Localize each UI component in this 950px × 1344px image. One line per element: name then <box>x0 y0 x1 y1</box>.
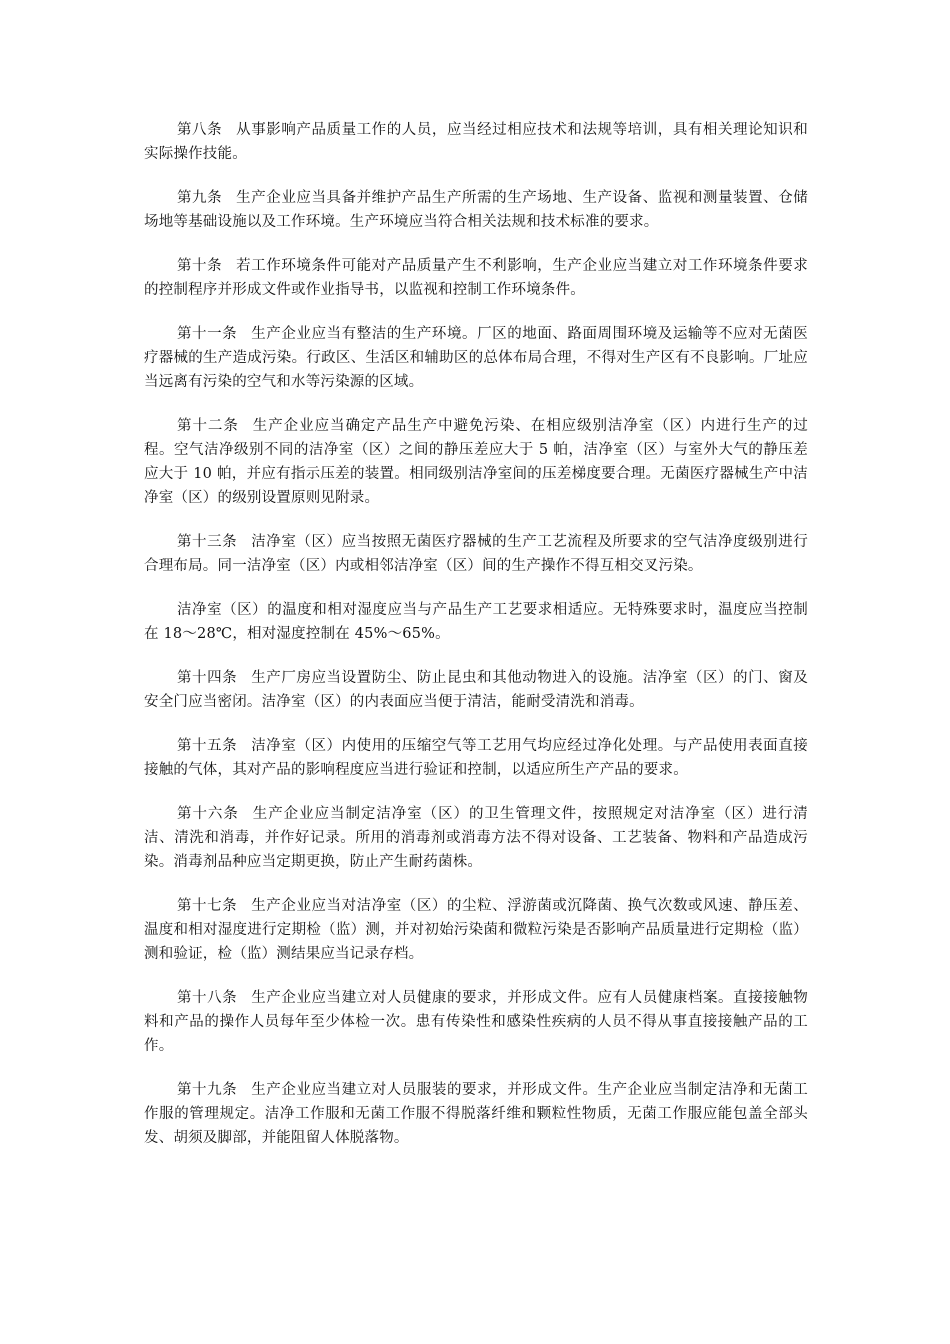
article-text: 若工作环境条件可能对产品质量产生不利影响，生产企业应当建立对工作环境条件要求的控制程序并形成文件或作业指导书，以监视和控制工作环境条件。 <box>144 258 808 298</box>
article-text: 生产厂房应当设置防尘、防止昆虫和其他动物进入的设施。洁净室（区）的门、窗及安全门应当密闭。洁净室（区）的内表面应当便于清洁，能耐受清洗和消毒。 <box>144 670 808 710</box>
article-number: 第十七条 <box>177 898 238 914</box>
article-text: 生产企业应当制定洁净室（区）的卫生管理文件，按照规定对洁净室（区）进行清洁、清洗和消毒，并作好记录。所用的消毒剂或消毒方法不得对设备、工艺装备、物料和产品造成污染。消毒剂品种应当定期更换，防止产生耐药菌株。 <box>144 806 808 870</box>
article-8 <box>144 118 808 166</box>
article-text: 从事影响产品质量工作的人员，应当经过相应技术和法规等培训，具有相关理论知识和实际操作技能。 <box>144 122 808 162</box>
article-11 <box>144 322 808 394</box>
article-15 <box>144 734 808 782</box>
article-number: 第十四条 <box>177 670 238 686</box>
article-16 <box>144 802 808 874</box>
article-text: 生产企业应当对洁净室（区）的尘粒、浮游菌或沉降菌、换气次数或风速、静压差、温度和相对湿度进行定期检（监）测，并对初始污染菌和微粒污染是否影响产品质量进行定期检（监）测和验证，检（监）测结果应当记录存档。 <box>144 898 808 962</box>
article-number: 第九条 <box>177 190 223 206</box>
article-number: 第十八条 <box>177 990 238 1006</box>
article-14 <box>144 666 808 714</box>
article-number: 第十三条 <box>177 534 238 550</box>
article-text: 生产企业应当具备并维护产品生产所需的生产场地、生产设备、监视和测量装置、仓储场地等基础设施以及工作环境。生产环境应当符合相关法规和技术标准的要求。 <box>144 190 808 230</box>
article-text: 生产企业应当建立对人员服装的要求，并形成文件。生产企业应当制定洁净和无菌工作服的管理规定。洁净工作服和无菌工作服不得脱落纤维和颗粒性物质，无菌工作服应能包盖全部头发、胡须及脚部，并能阻留人体脱落物。 <box>144 1082 808 1146</box>
article-17 <box>144 894 808 966</box>
article-number: 第八条 <box>177 122 223 138</box>
article-text: 洁净室（区）应当按照无菌医疗器械的生产工艺流程及所要求的空气洁净度级别进行合理布局。同一洁净室（区）内或相邻洁净室（区）间的生产操作不得互相交叉污染。 <box>144 534 808 574</box>
document-page <box>144 118 808 1170</box>
article-13-continued <box>144 598 808 646</box>
article-number: 第十五条 <box>177 738 238 754</box>
article-9 <box>144 186 808 234</box>
article-text: 生产企业应当建立对人员健康的要求，并形成文件。应有人员健康档案。直接接触物料和产品的操作人员每年至少体检一次。患有传染性和感染性疾病的人员不得从事直接接触产品的工作。 <box>144 990 808 1054</box>
article-12 <box>144 414 808 510</box>
article-number: 第十条 <box>177 258 223 274</box>
article-13 <box>144 530 808 578</box>
article-text: 生产企业应当有整洁的生产环境。厂区的地面、路面周围环境及运输等不应对无菌医疗器械的生产造成污染。行政区、生活区和辅助区的总体布局合理，不得对生产区有不良影响。厂址应当远离有污染的空气和水等污染源的区域。 <box>144 326 808 390</box>
article-19 <box>144 1078 808 1150</box>
article-text: 生产企业应当确定产品生产中避免污染、在相应级别洁净室（区）内进行生产的过程。空气洁净级别不同的洁净室（区）之间的静压差应大于 5 帕，洁净室（区）与室外大气的静压差应大于 10 帕，并应有指示压差的装置。相同级别洁净室间的压差梯度要合理。无菌医疗器械生产中洁净室（区）的级别设置原则见附录。 <box>144 418 808 506</box>
article-number: 第十九条 <box>177 1082 238 1098</box>
article-number: 第十一条 <box>177 326 238 342</box>
article-number: 第十六条 <box>177 806 239 822</box>
article-18 <box>144 986 808 1058</box>
article-text: 洁净室（区）内使用的压缩空气等工艺用气均应经过净化处理。与产品使用表面直接接触的气体，其对产品的影响程度应当进行验证和控制，以适应所生产产品的要求。 <box>144 738 808 778</box>
article-number: 第十二条 <box>177 418 239 434</box>
article-10 <box>144 254 808 302</box>
article-text: 洁净室（区）的温度和相对湿度应当与产品生产工艺要求相适应。无特殊要求时，温度应当控制在 18～28℃，相对湿度控制在 45%～65%。 <box>144 602 808 642</box>
